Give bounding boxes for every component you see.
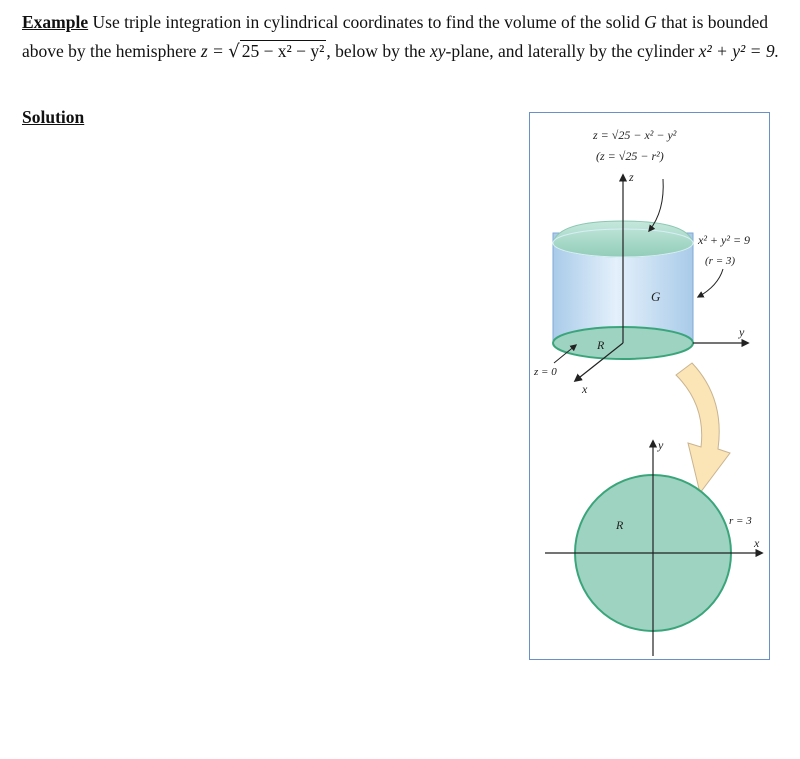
- hemisphere-radicand: 25 − x² − y²: [241, 41, 325, 61]
- cylinder-callout-arrow: [698, 269, 723, 297]
- problem-text-1: Use triple integration in cylindrical coordinates to find the volume of the solid: [92, 12, 640, 32]
- solid-symbol: G: [644, 12, 657, 32]
- solid-label: G: [651, 289, 661, 304]
- cylinder-label-polar: (r = 3): [705, 255, 736, 267]
- problem-text-3: , below by the: [326, 41, 426, 61]
- y-axis-label-bottom: y: [658, 438, 664, 452]
- hemisphere-z: z =: [200, 41, 224, 61]
- cylinder-label: x² + y² = 9: [698, 233, 751, 247]
- example-heading: Example: [22, 12, 89, 32]
- cylinder-equation: x² + y² = 9.: [698, 41, 779, 61]
- hemisphere-label-polar: (z = √25 − r²): [596, 149, 664, 163]
- plane-symbol: xy: [429, 41, 446, 61]
- hemisphere-label: z = √25 − x² − y²: [593, 128, 677, 142]
- hemisphere-sqrt: [228, 37, 326, 66]
- x-axis-label-bottom: x: [754, 536, 760, 550]
- transition-arrow-icon: [676, 363, 730, 493]
- region-label-top: R: [597, 338, 605, 352]
- figure-panel: [529, 112, 770, 660]
- problem-statement: [22, 8, 784, 66]
- sqrt-symbol-icon: √: [228, 41, 240, 62]
- radius-label: r = 3: [729, 515, 752, 527]
- problem-text-4: -plane, and laterally by the cylinder: [445, 41, 695, 61]
- y-axis-label-top: y: [739, 325, 745, 339]
- z-axis-label: z: [629, 170, 634, 184]
- solution-heading: Solution: [22, 107, 85, 127]
- plane-label: z = 0: [534, 366, 557, 378]
- region-label-bottom: R: [616, 518, 624, 532]
- figure-svg: [530, 113, 771, 661]
- problem-text-2: that is bounded above by the hemisphere: [22, 12, 769, 61]
- x-axis-label-top: x: [582, 382, 588, 396]
